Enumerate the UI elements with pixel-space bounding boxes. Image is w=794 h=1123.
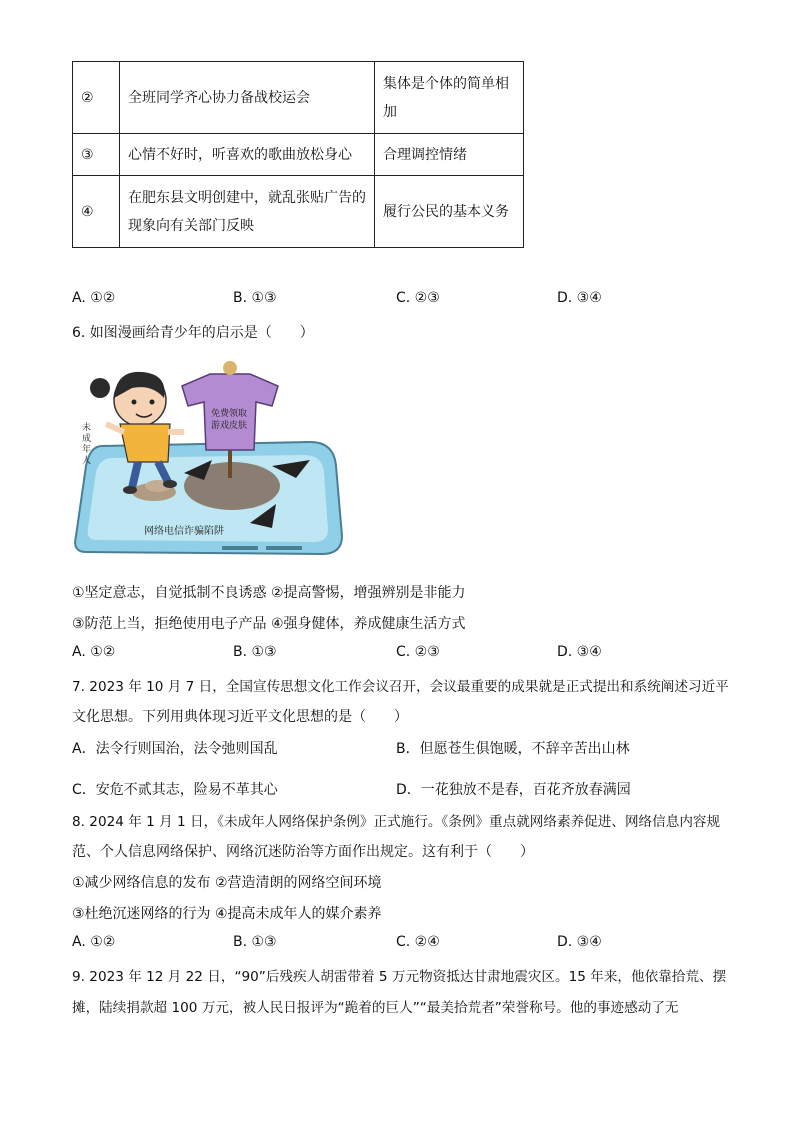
row-example: 在肥东县文明创建中，就乱张贴广告的现象向有关部门反映 xyxy=(120,176,375,248)
question-8-stem-line1: 8. 2024 年 1 月 1 日，《未成年人网络保护条例》正式施行。《条例》重点就网络素养促进、网络信息内容规 xyxy=(72,814,721,830)
q7-option-c[interactable]: C．安危不贰其志，险易不革其心 xyxy=(72,782,278,798)
question-7-stem-line2: 文化思想。下列用典体现习近平文化思想的是（ ） xyxy=(72,709,408,725)
row-number: ③ xyxy=(73,134,120,176)
q7-option-d[interactable]: D．一花独放不是春，百花齐放春满园 xyxy=(396,782,631,798)
question-9-line2: 摊，陆续捐款超 100 万元，被人民日报评为“跪着的巨人”“最美拾荒者”荣誉称号。他的事迹感动了无 xyxy=(72,1000,679,1016)
table-row xyxy=(73,134,524,176)
option-d[interactable]: D. ③④ xyxy=(557,934,602,950)
q8-statement-1: ①减少网络信息的发布 ②营造清朗的网络空间环境 xyxy=(72,875,382,891)
shirt-text-line2: 游戏皮肤 xyxy=(210,421,248,431)
question-8-stem-line2: 范、个人信息网络保护、网络沉迷防治等方面作出规定。这有利于（ ） xyxy=(72,844,534,860)
side-label: 未 xyxy=(82,423,92,433)
q7-option-a[interactable]: A．法令行则国治，法令弛则国乱 xyxy=(72,741,278,757)
q8-statement-2: ③杜绝沉迷网络的行为 ④提高未成年人的媒介素养 xyxy=(72,906,382,922)
option-d[interactable]: D. ③④ xyxy=(557,644,602,660)
side-label: 成 xyxy=(82,434,92,444)
shirt-text-line1: 免费领取 xyxy=(210,409,248,419)
table-row xyxy=(73,62,524,134)
row-view: 合理调控情绪 xyxy=(375,134,524,176)
option-a[interactable]: A. ①② xyxy=(72,934,116,950)
table-row xyxy=(73,176,524,248)
q6-statement-2: ③防范上当，拒绝使用电子产品 ④强身健体，养成健康生活方式 xyxy=(72,616,466,632)
option-b[interactable]: B. ①③ xyxy=(233,290,277,306)
q7-option-b[interactable]: B．但愿苍生俱饱暖，不辞辛苦出山林 xyxy=(396,741,630,757)
option-a[interactable]: A. ①② xyxy=(72,644,116,660)
option-a[interactable]: A. ①② xyxy=(72,290,116,306)
option-c[interactable]: C. ②③ xyxy=(396,644,440,660)
bottom-label: 网络电信诈骗陷阱 xyxy=(144,526,224,537)
side-label: 人 xyxy=(82,456,92,466)
option-b[interactable]: B. ①③ xyxy=(233,934,277,950)
option-d[interactable]: D. ③④ xyxy=(557,290,602,306)
option-c[interactable]: C. ②③ xyxy=(396,290,440,306)
row-number: ④ xyxy=(73,176,120,248)
comic-illustration xyxy=(72,358,344,564)
statement-table xyxy=(72,61,524,248)
row-example: 心情不好时，听喜欢的歌曲放松身心 xyxy=(120,134,375,176)
row-number: ② xyxy=(73,62,120,134)
side-label: 年 xyxy=(82,445,92,455)
row-view: 集体是个体的简单相加 xyxy=(375,62,524,134)
option-c[interactable]: C. ②④ xyxy=(396,934,440,950)
question-6-stem: 6. 如图漫画给青少年的启示是（ ） xyxy=(72,325,314,341)
option-b[interactable]: B. ①③ xyxy=(233,644,277,660)
row-example: 全班同学齐心协力备战校运会 xyxy=(120,62,375,134)
question-7-stem-line1: 7. 2023 年 10 月 7 日，全国宣传思想文化工作会议召开，会议最重要的成果就是正式提出和系统阐述习近平 xyxy=(72,679,729,695)
q6-statement-1: ①坚定意志，自觉抵制不良诱惑 ②提高警惕，增强辨别是非能力 xyxy=(72,585,466,601)
question-9-line1: 9. 2023 年 12 月 22 日，“90”后残疾人胡雷带着 5 万元物资抵达甘肃地震灾区。15 年来，他依靠拾荒、摆 xyxy=(72,969,727,985)
row-view: 履行公民的基本义务 xyxy=(375,176,524,248)
